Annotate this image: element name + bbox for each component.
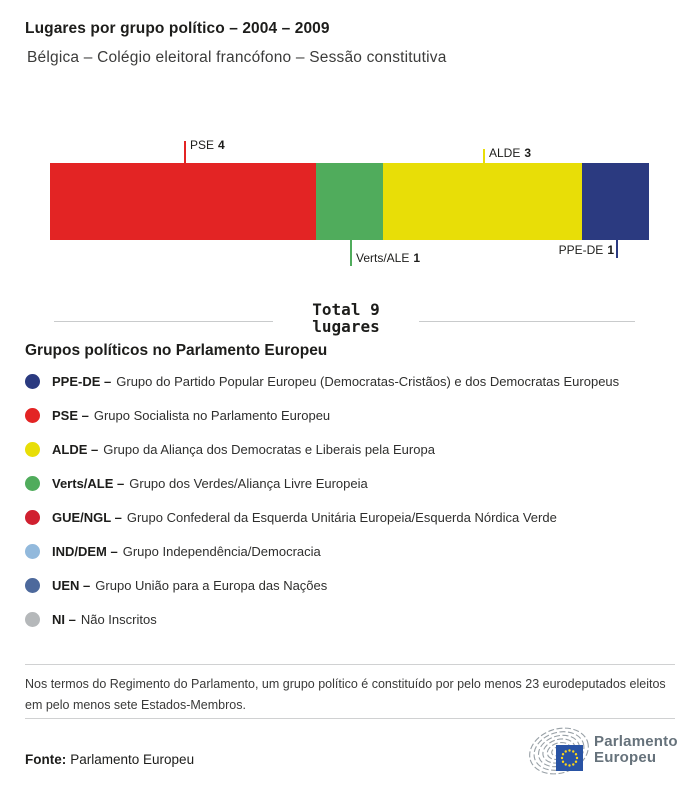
legend-item-desc: Grupo Socialista no Parlamento Europeu [93, 407, 331, 423]
source-label: Fonte: [25, 752, 67, 767]
legend-item [25, 568, 685, 602]
legend-item [25, 500, 685, 534]
legend-item-desc: Grupo da Aliança dos Democratas e Liberais pela Europa [103, 441, 435, 457]
legend-item-code: PPE-DE – [52, 373, 112, 389]
legend-item-code: NI – [52, 611, 76, 627]
footnote-divider-bottom [25, 718, 675, 719]
legend-item-desc: Grupo do Partido Popular Europeu (Democratas-Cristãos) e dos Democratas Europeus [116, 373, 620, 389]
source-value: Parlamento Europeu [70, 752, 195, 767]
legend-list [25, 364, 685, 636]
legend-dot-icon [25, 578, 40, 593]
alde-tick-line [483, 149, 485, 163]
verts-ale-callout-value: 1 [413, 251, 421, 265]
alde-callout-value: 3 [524, 146, 532, 160]
legend-item-code: UEN – [52, 577, 91, 593]
source-line [25, 752, 194, 767]
alde-callout-label: ALDE [489, 146, 521, 160]
verts-ale-callout [356, 251, 420, 265]
bar-segment-verts-ale[interactable] [316, 163, 383, 240]
legend-item [25, 364, 685, 398]
legend-item [25, 602, 685, 636]
total-line2: lugares [312, 317, 380, 336]
stacked-bar [50, 163, 649, 240]
total-label [273, 301, 419, 335]
legend-item [25, 398, 685, 432]
legend-item-desc: Grupo Independência/Democracia [122, 543, 321, 559]
legend-item-code: ALDE – [52, 441, 99, 457]
legend-item-code: Verts/ALE – [52, 475, 125, 491]
legend-item-code: PSE – [52, 407, 89, 423]
pse-callout-label: PSE [190, 138, 215, 152]
legend-dot-icon [25, 510, 40, 525]
legend-item [25, 534, 685, 568]
ppe-de-callout-label: PPE-DE [558, 243, 604, 257]
legend-dot-icon [25, 544, 40, 559]
parlamento-europeu-logo [527, 724, 687, 778]
legend-dot-icon [25, 476, 40, 491]
legend-dot-icon [25, 374, 40, 389]
ppe-de-tick-line [616, 240, 618, 258]
page-subtitle: Bélgica – Colégio eleitoral francófono – Sessão constitutiva [27, 49, 447, 66]
total-line1: Total 9 [312, 300, 380, 319]
total-divider-right [419, 321, 635, 322]
legend-item-desc: Grupo União para a Europa das Nações [95, 577, 328, 593]
hemicycle-eu-flag-icon [527, 724, 593, 778]
pse-tick-line [184, 141, 186, 163]
legend-item [25, 432, 685, 466]
pse-callout-value: 4 [218, 138, 225, 152]
verts-ale-tick-line [350, 240, 352, 266]
legend-dot-icon [25, 442, 40, 457]
ppe-de-callout [559, 243, 614, 257]
legend-heading: Grupos políticos no Parlamento Europeu [25, 342, 328, 359]
total-divider-left [54, 321, 273, 322]
verts-ale-callout-label: Verts/ALE [356, 251, 410, 265]
logo-text-line1: Parlamento [594, 733, 678, 750]
legend-item-desc: Grupo Confederal da Esquerda Unitária Europeia/Esquerda Nórdica Verde [126, 509, 557, 525]
bar-segment-ppe-de[interactable] [582, 163, 649, 240]
legend-item-desc: Grupo dos Verdes/Aliança Livre Europeia [129, 475, 368, 491]
legend-item [25, 466, 685, 500]
logo-text-line2: Europeu [594, 749, 657, 766]
legend-dot-icon [25, 408, 40, 423]
bar-segment-alde[interactable] [383, 163, 583, 240]
page-title: Lugares por grupo político – 2004 – 2009 [25, 20, 330, 37]
legend-dot-icon [25, 612, 40, 627]
footnote-divider-top [25, 664, 675, 665]
ppe-de-callout-value: 1 [607, 243, 614, 257]
pse-callout [190, 138, 225, 152]
alde-callout [489, 146, 531, 160]
legend-item-code: IND/DEM – [52, 543, 118, 559]
logo-wordmark [594, 734, 678, 766]
legend-item-code: GUE/NGL – [52, 509, 122, 525]
bar-segment-pse[interactable] [50, 163, 316, 240]
legend-item-desc: Não Inscritos [80, 611, 157, 627]
footnote-text: Nos termos do Regimento do Parlamento, um grupo político é constituído por pelo menos 23 eurodeputados eleitos em pelo menos sete Estados-Membros. [25, 677, 666, 712]
